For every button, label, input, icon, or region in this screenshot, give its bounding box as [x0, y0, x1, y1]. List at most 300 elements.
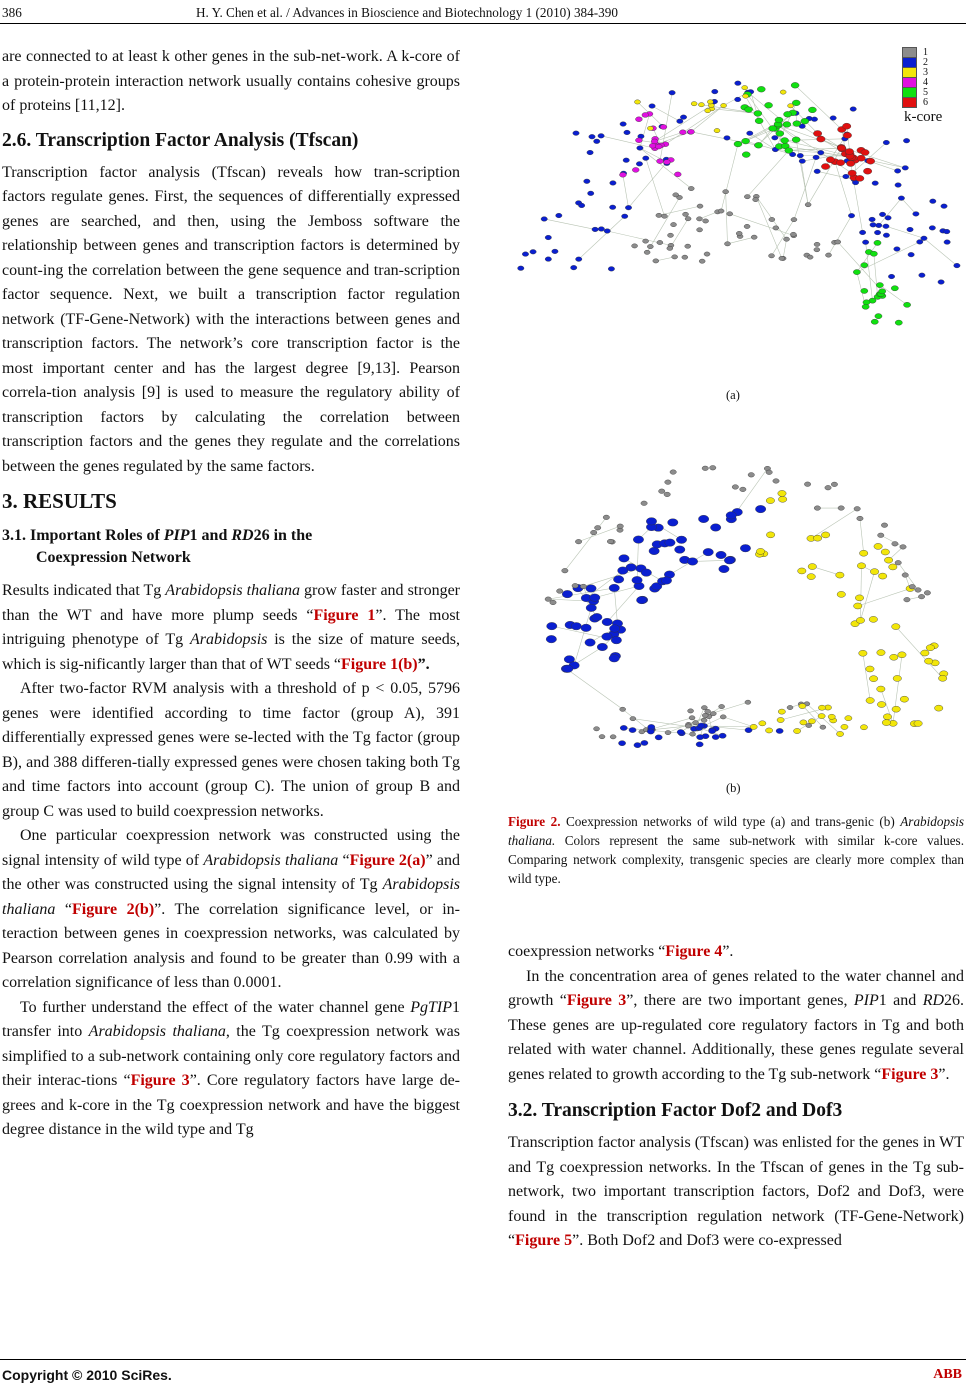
network-node: [894, 247, 900, 252]
network-node: [890, 654, 898, 660]
network-node: [584, 179, 590, 184]
network-node: [720, 715, 726, 719]
paragraph: To further understand the effect of the water channel gene PgTIP1 transfer into Arabidopsis thaliana, the Tg coexpression network was simplified to a sub-network containing only core regulatory factors and their interac-tions “Figure 3”. Core regulatory factors have large de-grees and k-core in the Tg coexpression network and have the biggest degree distance in the wild type and Tg: [2, 998, 461, 1138]
network-node: [860, 725, 867, 730]
network-node: [856, 175, 864, 181]
network-node: [814, 242, 820, 246]
network-node: [836, 572, 844, 578]
kcore-legend-rows: [902, 47, 960, 107]
network-node: [825, 253, 831, 257]
network-node: [740, 487, 746, 492]
network-node: [653, 259, 659, 263]
network-node: [778, 490, 786, 496]
network-node: [727, 212, 733, 216]
network-node: [866, 158, 874, 164]
network-node: [792, 137, 800, 143]
network-node: [888, 274, 894, 279]
network-node: [599, 735, 605, 739]
network-node: [871, 319, 878, 324]
network-node: [903, 302, 910, 307]
network-node: [710, 465, 716, 470]
network-node: [689, 716, 695, 720]
network-node: [592, 613, 602, 620]
network-node: [791, 82, 799, 88]
network-node: [680, 115, 686, 120]
network-node: [745, 107, 753, 113]
network-node: [775, 117, 783, 123]
copyright: Copyright © 2010 SciRes.: [2, 1367, 172, 1383]
network-figure-a: [508, 45, 964, 377]
network-node: [665, 539, 675, 546]
network-node: [748, 473, 754, 478]
paragraph: In the concentration area of genes related to the water channel and growth “Figure 3”, there are two important genes, PIP1 and RD26. These genes are up-regulated core regulatory factors in Tg and both related with water channel. Additionally, these genes regulate several genes related to growth according to the Tg sub-network “Figure 3”.: [508, 967, 965, 1083]
network-node: [881, 549, 889, 555]
network-node: [807, 255, 813, 259]
network-node: [861, 263, 868, 268]
network-node: [892, 624, 900, 630]
network-node: [813, 130, 821, 136]
network-node: [766, 470, 772, 475]
kcore-legend-label: 2: [923, 56, 928, 68]
network-node: [740, 544, 750, 551]
network-node: [908, 252, 914, 257]
network-node: [604, 229, 610, 234]
network-node: [938, 280, 944, 285]
network-node: [755, 142, 763, 148]
network-node: [688, 186, 694, 190]
network-node: [850, 107, 856, 112]
network-node: [588, 191, 594, 196]
network-node: [625, 205, 631, 210]
network-node: [919, 273, 925, 278]
kcore-legend-row: [902, 87, 960, 97]
network-node: [742, 152, 750, 158]
network-node: [756, 548, 764, 554]
network-node: [836, 160, 844, 166]
network-node: [857, 516, 863, 521]
network-node: [793, 121, 801, 127]
figure-ref[interactable]: Figure 3: [566, 992, 627, 1009]
network-node: [702, 713, 708, 717]
network-node: [709, 728, 716, 733]
network-node: [699, 259, 705, 263]
network-node: [826, 157, 834, 163]
network-node: [773, 479, 779, 484]
network-node: [843, 174, 849, 179]
network-node: [698, 515, 708, 522]
network-node: [790, 232, 796, 236]
network-node: [557, 589, 563, 594]
network-node: [643, 239, 649, 243]
network-node: [633, 536, 643, 543]
network-node: [848, 213, 854, 218]
network-node: [617, 524, 623, 529]
network-node: [904, 597, 910, 602]
network-node: [814, 169, 820, 174]
paragraph: Transcription factor analysis (Tfscan) reveals how tran-scription factors regulate genes. First, the sequences of differentially expressed genes are searched, and then, using the Jemboss software the relationship between genes and transcription factors is determined by count-ing the correlation between the gene sequence and tran-scription factor sequence. Next, we built a transcription factor regulation network (TF-Gene-Network) with the interactions between genes and transcription factors. The network’s core transcription factor is the most important center and has the largest degree [9,13]. Pearson correla-tion analysis [9] is used to measure the regulatory ability of transcription factors by calculating the correlation between transcription factors and the genes they regulate and the correlations between the genes regulated by the same factors.: [2, 163, 460, 475]
network-node: [921, 236, 927, 241]
figure-ref[interactable]: Figure 3: [130, 1072, 190, 1089]
network-node: [679, 130, 686, 135]
network-node: [702, 466, 708, 471]
network-node: [581, 624, 591, 631]
network-node: [862, 240, 868, 245]
network-node: [755, 118, 763, 124]
network-node: [777, 717, 784, 722]
network-node: [747, 131, 753, 136]
network-node: [647, 244, 653, 248]
network-node: [800, 720, 807, 725]
network-node: [701, 705, 707, 709]
network-node: [701, 718, 707, 722]
network-node: [571, 622, 581, 629]
network-node: [869, 676, 877, 682]
network-node: [623, 158, 629, 163]
network-node: [895, 560, 901, 565]
network-node: [609, 205, 615, 210]
network-node: [845, 716, 852, 721]
network-node: [821, 164, 829, 170]
network-node: [602, 633, 612, 640]
network-node: [843, 132, 851, 138]
network-node: [630, 717, 636, 721]
network-node: [813, 155, 819, 160]
network-node: [869, 616, 877, 622]
network-node: [870, 251, 877, 256]
network-node: [655, 144, 662, 149]
network-node: [546, 635, 556, 642]
network-node: [677, 729, 684, 734]
kcore-legend-row: [902, 67, 960, 77]
network-node: [736, 231, 742, 235]
network-node: [879, 212, 885, 217]
kcore-legend-row: [902, 57, 960, 67]
network-node: [755, 505, 765, 512]
figure-ref[interactable]: Figure 3: [881, 1065, 939, 1083]
left-column: [2, 45, 460, 1143]
network-node: [745, 700, 751, 704]
network-node: [742, 138, 750, 144]
figure-ref[interactable]: Figure 4: [665, 943, 723, 960]
section-heading-results: 3. RESULTS: [2, 489, 117, 513]
network-node: [891, 286, 898, 291]
network-node: [669, 90, 675, 95]
network-node: [697, 735, 704, 740]
network-node: [703, 219, 709, 223]
figure-label-a: (a): [726, 388, 740, 402]
network-node: [814, 248, 820, 252]
network-node: [697, 228, 703, 232]
paragraph: Transcription factor analysis (Tfscan) was enlisted for the genes in WT and Tg coexpression networks. In the Tfscan of genes in the Tg sub-network, two important transcription factors, Dof2 and Dof3, were found in the transcription regulation network (TF-Gene-Network) “Figure 5”. Both Dof2 and Dof3 were co-expressed: [508, 1134, 964, 1249]
network-node: [716, 551, 726, 558]
network-node: [573, 131, 579, 136]
network-node: [885, 216, 891, 221]
network-node: [801, 118, 809, 124]
network-node: [619, 172, 626, 177]
network-node: [732, 485, 738, 490]
section-heading-2-6: 2.6. Transcription Factor Analysis (Tfscan): [2, 129, 359, 151]
network-node: [646, 518, 656, 525]
network-node: [913, 212, 919, 217]
network-node: [882, 720, 890, 726]
network-node: [866, 666, 874, 672]
network-node: [693, 721, 699, 725]
network-node: [807, 574, 815, 580]
network-node: [619, 555, 629, 562]
network-node: [921, 650, 929, 656]
network-node: [856, 617, 864, 623]
network-node: [707, 100, 713, 104]
network-node: [926, 645, 934, 651]
network-node: [894, 169, 900, 174]
network-node: [879, 289, 886, 294]
network-node: [877, 701, 885, 707]
network-node: [563, 665, 573, 672]
network-node: [682, 255, 688, 259]
kcore-legend-row: [902, 47, 960, 57]
network-node: [608, 267, 614, 272]
network-node: [869, 217, 875, 222]
network-node: [589, 134, 595, 139]
network-node: [825, 485, 831, 490]
network-node: [744, 224, 750, 228]
network-node: [518, 266, 524, 271]
network-node: [766, 532, 774, 538]
network-node: [743, 94, 749, 98]
network-node: [780, 90, 786, 94]
network-node: [586, 585, 596, 592]
network-node: [900, 545, 906, 550]
network-node: [893, 675, 901, 681]
network-node: [808, 564, 816, 570]
right-column: [508, 940, 964, 1254]
network-node: [598, 227, 604, 232]
kcore-legend-row: [902, 77, 960, 87]
page-number: 386: [2, 5, 22, 20]
network-node: [578, 203, 584, 208]
network-node: [580, 584, 586, 589]
network-node: [895, 320, 902, 325]
network-node: [719, 733, 726, 738]
network-node: [635, 138, 642, 143]
network-node: [848, 170, 856, 176]
subsection-heading-3-2: 3.2. Transcription Factor Dof2 and Dof3: [508, 1100, 843, 1121]
network-node: [714, 128, 720, 132]
figure-ref[interactable]: Figure 5: [515, 1232, 573, 1249]
network-node: [898, 652, 906, 658]
network-node: [562, 590, 572, 597]
coexpression-network-transgenic: [508, 428, 964, 768]
network-node: [902, 166, 908, 171]
network-node: [866, 697, 874, 703]
network-edges: [548, 469, 942, 738]
network-node: [620, 725, 627, 730]
network-node: [620, 707, 626, 711]
network-node: [586, 604, 596, 611]
network-node: [820, 725, 826, 729]
network-node: [712, 734, 719, 739]
network-node: [688, 709, 694, 713]
network-node: [902, 573, 908, 578]
network-node: [842, 123, 850, 129]
network-node: [799, 159, 805, 164]
network-node: [641, 569, 651, 576]
network-node: [636, 162, 642, 167]
network-node: [854, 603, 862, 609]
network-node: [854, 507, 860, 512]
network-node: [634, 743, 641, 748]
network-node: [661, 214, 667, 218]
network-node: [853, 270, 860, 275]
network-nodes: [518, 81, 961, 325]
network-node: [857, 155, 865, 161]
network-node: [821, 532, 829, 538]
network-node: [883, 233, 889, 238]
network-node: [836, 731, 843, 736]
network-node: [668, 233, 674, 237]
network-node: [773, 226, 779, 230]
network-node: [603, 515, 609, 520]
footer-rule: [0, 1359, 966, 1360]
network-node: [859, 650, 867, 656]
kcore-legend-swatch: [902, 97, 917, 108]
network-node: [900, 696, 908, 702]
network-node: [622, 214, 628, 219]
network-node: [884, 557, 892, 563]
network-node: [817, 136, 825, 142]
coexpression-network-wild-type: [508, 45, 964, 377]
figure-ref[interactable]: Figure 1(b): [341, 655, 418, 673]
network-node: [618, 567, 628, 574]
network-node: [895, 183, 901, 188]
network-node: [769, 254, 775, 258]
network-node: [697, 204, 703, 208]
network-node: [660, 125, 667, 130]
network-node: [914, 720, 922, 726]
kcore-legend: [902, 47, 960, 137]
network-node: [744, 195, 750, 199]
network-node: [765, 102, 773, 108]
network-node: [876, 282, 883, 287]
network-node: [663, 160, 670, 165]
figure-ref[interactable]: Figure 2(b): [72, 900, 155, 918]
network-node: [668, 519, 678, 526]
network-node: [938, 675, 946, 681]
network-node: [590, 594, 600, 601]
network-node: [675, 546, 685, 553]
network-node: [665, 480, 671, 485]
network-node: [753, 197, 759, 201]
network-node: [651, 139, 658, 144]
network-node: [861, 149, 869, 155]
network-edges: [544, 85, 957, 306]
network-node: [632, 576, 642, 583]
network-node: [705, 109, 711, 113]
network-node: [641, 501, 647, 506]
network-node: [766, 728, 773, 733]
network-node: [610, 181, 616, 186]
network-node: [724, 557, 734, 564]
header-rule: [0, 23, 966, 24]
network-node: [783, 122, 791, 128]
kcore-legend-label: 1: [923, 46, 928, 58]
network-node: [892, 706, 900, 712]
network-node: [587, 150, 593, 155]
network-node: [664, 492, 670, 497]
network-node: [670, 470, 676, 475]
network-node: [677, 119, 683, 124]
network-node: [696, 742, 703, 747]
network-node: [647, 729, 654, 734]
network-node: [541, 217, 547, 222]
network-node: [751, 235, 757, 239]
network-node: [618, 741, 625, 746]
network-node: [522, 252, 528, 257]
kcore-legend-row: [902, 97, 960, 107]
network-node: [831, 482, 837, 487]
network-node: [641, 740, 648, 745]
network-node: [876, 223, 882, 228]
network-node: [881, 523, 887, 528]
network-node: [797, 153, 803, 158]
network-node: [889, 564, 897, 570]
network-node: [838, 506, 844, 511]
network-node: [883, 224, 889, 229]
network-node: [696, 217, 702, 221]
network-node: [778, 709, 785, 714]
network-node: [594, 727, 600, 731]
network-node: [818, 705, 825, 710]
network-node: [719, 565, 729, 572]
network-node: [585, 639, 595, 646]
network-node: [813, 535, 821, 541]
network-node: [552, 249, 558, 254]
network-node: [805, 203, 811, 207]
network-node: [835, 240, 841, 244]
network-node: [530, 249, 536, 254]
paragraph: coexpression networks “Figure 4”.: [508, 943, 734, 960]
figure-ref[interactable]: Figure 2(a): [349, 851, 426, 869]
network-node: [846, 160, 854, 166]
subsection-heading-3-1: 3.1. Important Roles of PIP1 and RD26 in the Coexpression Network: [2, 527, 313, 566]
network-node: [724, 136, 730, 141]
kcore-legend-label: 5: [923, 86, 928, 98]
figure-ref[interactable]: Figure 1: [313, 606, 376, 624]
network-node: [572, 583, 578, 588]
network-node: [735, 97, 741, 102]
network-node: [649, 104, 655, 109]
network-node: [590, 530, 596, 535]
network-node: [785, 148, 793, 154]
network-node: [704, 252, 710, 256]
network-node: [642, 113, 649, 118]
network-node: [924, 591, 930, 596]
network-node: [845, 149, 853, 155]
paragraph: Results indicated that Tg Arabidopsis thaliana grow faster and stronger than the WT and have more plump seeds “Figure 1”. The most intriguing phenotype of Tg Arabidopsis is the size of mature seeds, which is sig-nificantly larger than that of WT seeds “Figure 1(b)”.: [2, 582, 461, 673]
network-node: [690, 732, 696, 736]
network-node: [550, 600, 556, 605]
network-node: [676, 536, 686, 543]
network-node: [571, 265, 577, 270]
network-node: [841, 724, 848, 729]
network-nodes: [545, 465, 948, 747]
network-node: [632, 167, 639, 172]
network-node: [712, 89, 718, 94]
network-node: [742, 85, 748, 89]
network-node: [673, 193, 679, 197]
network-node: [718, 209, 724, 213]
network-node: [909, 584, 915, 589]
